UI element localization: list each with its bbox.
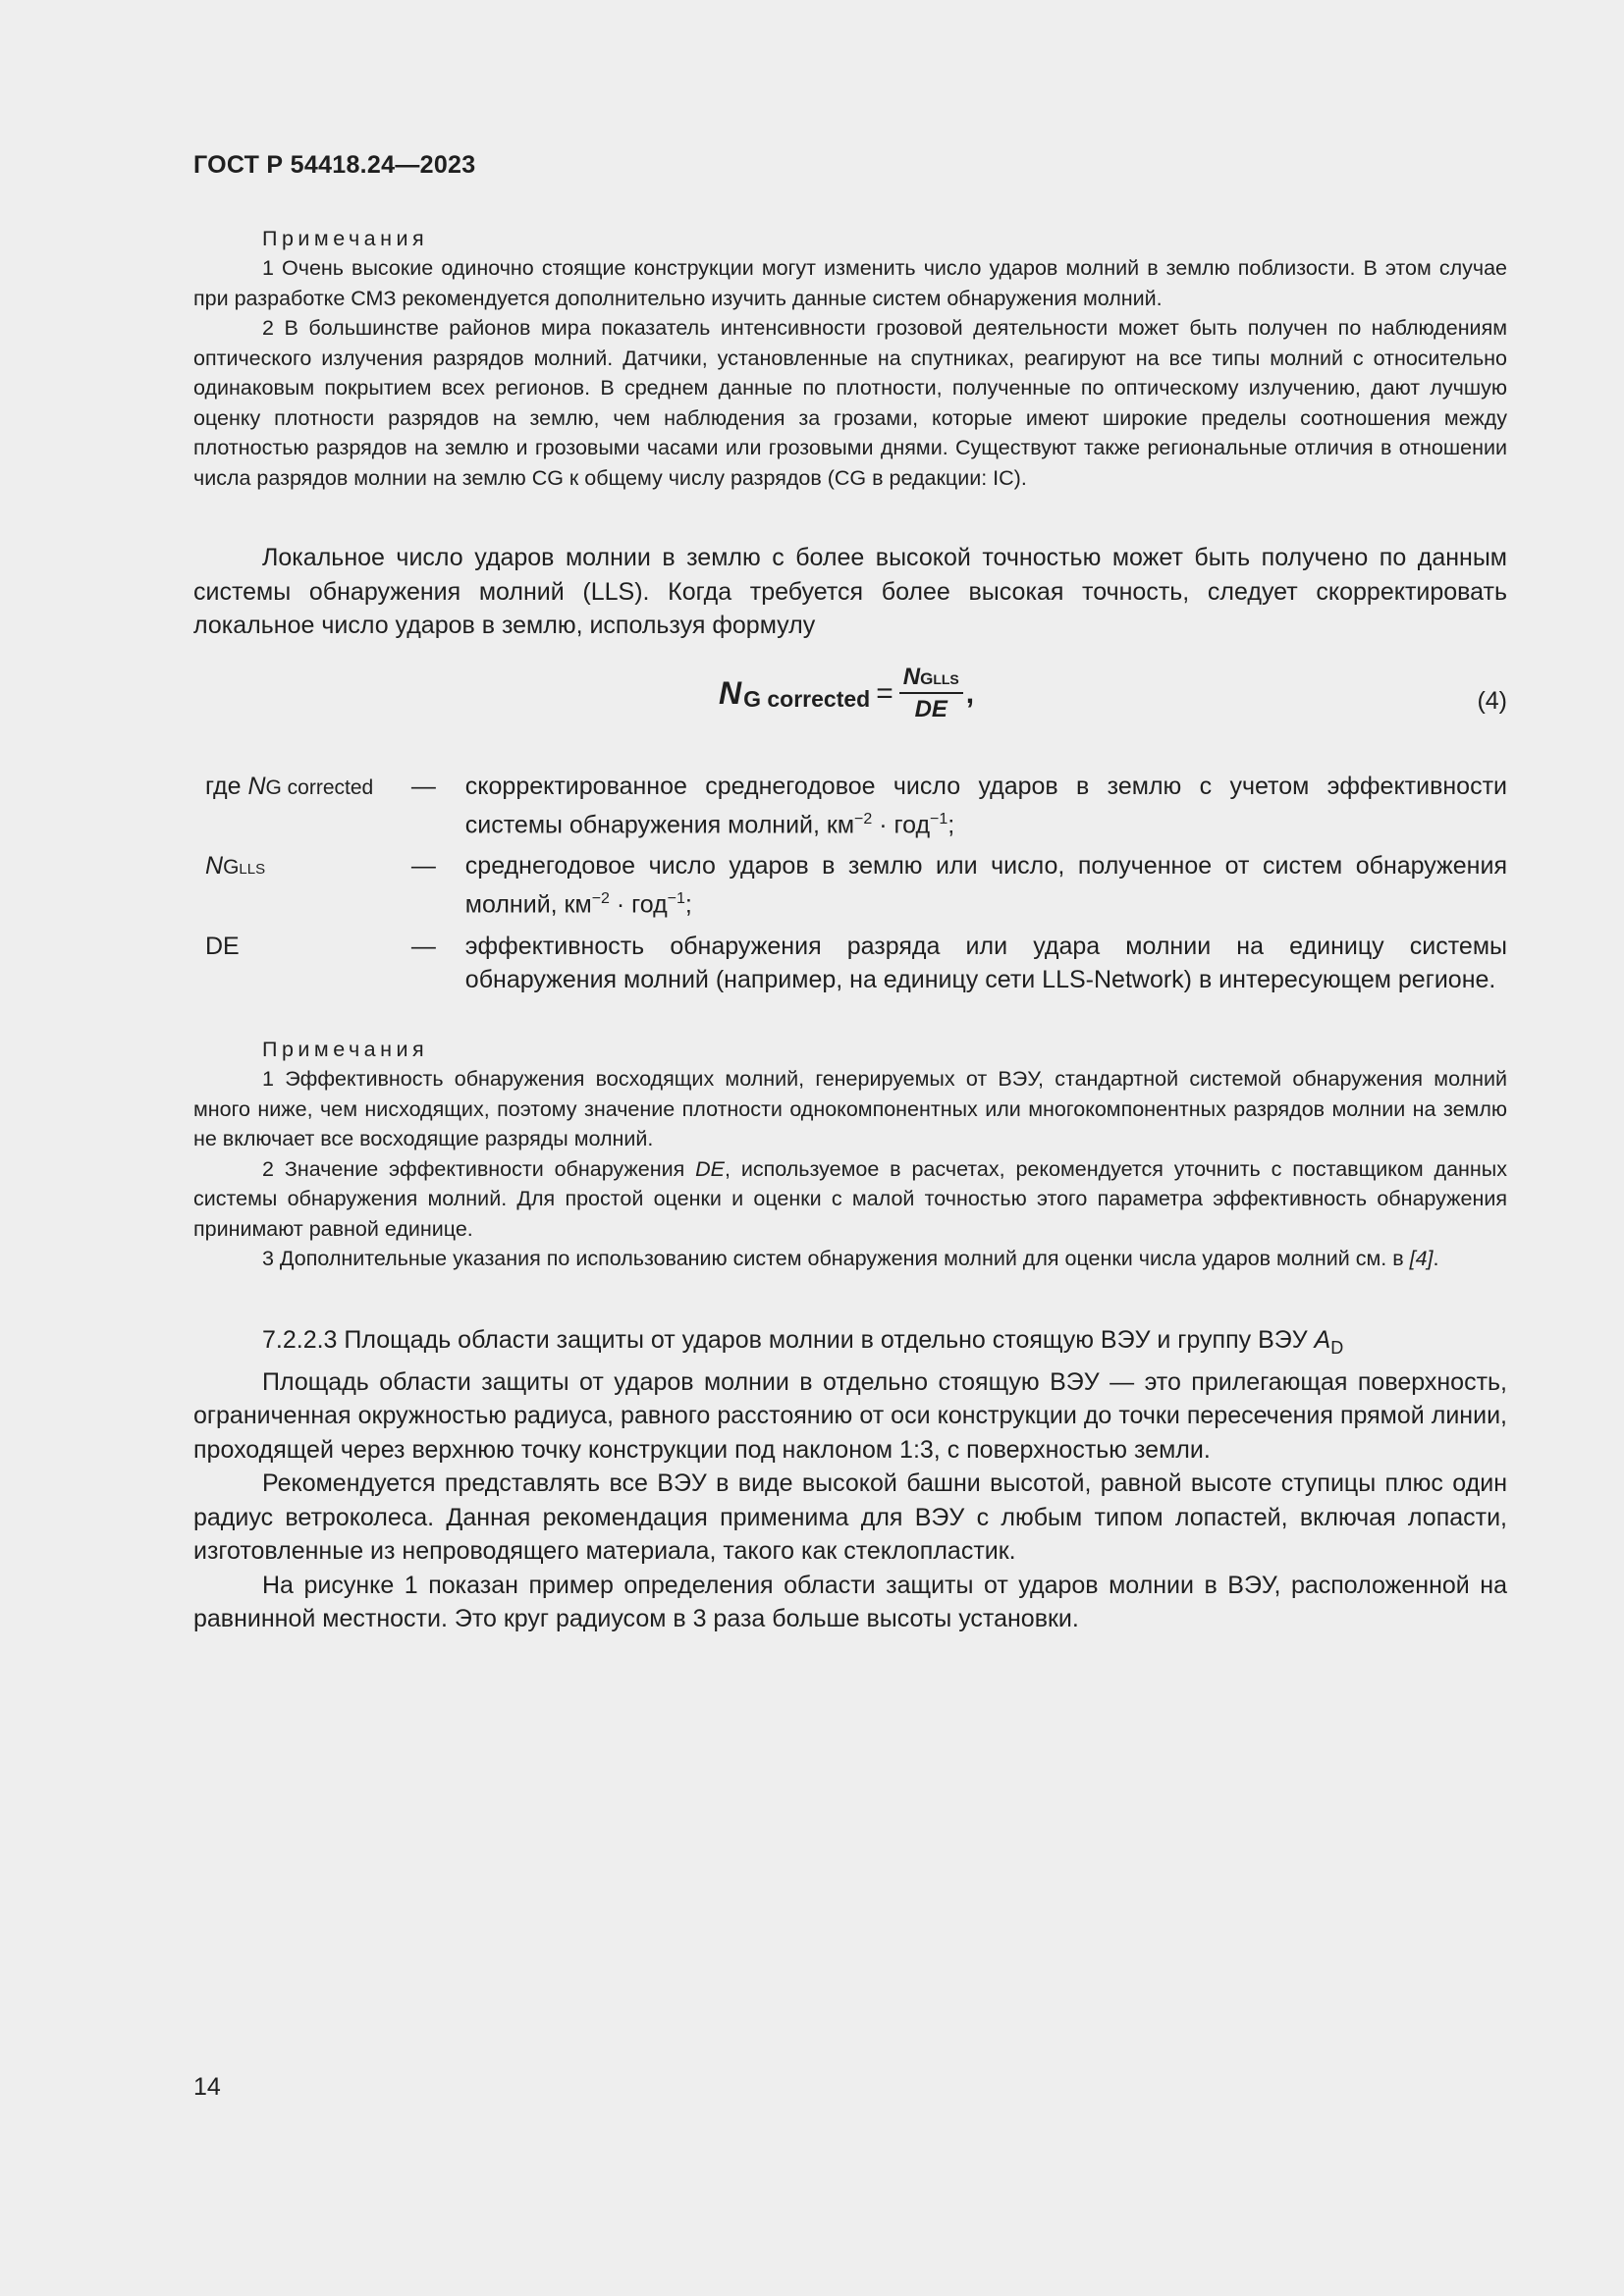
note-item: 1 Эффективность обнаружения восходящих молний, генерируемых от ВЭУ, стандартной системой обнаружения молний много ниже, чем нисходящих, поэтому значение плотности однокомпонентных или многокомпонентных разрядов молнии на землю не включает все восходящие разряды молний. [193,1067,1507,1150]
fraction: $\frac{\text{NGLLS}}{DE}$ [899,664,963,723]
definition-row: где NG corrected — скорректированное среднегодовое число ударов в землю с учетом эффективности системы обнаружения молний, $км^{-2} \cdot год^{-1}$; [205,773,1507,839]
formula-row [193,658,1507,736]
definition-row: DE — эффективность обнаружения разряда или удара молнии на единицу системы обнаружения молний (например, на единицу сети LLS-Network) в интересующем регионе. [205,932,1507,993]
page-number: 14 [193,2073,221,2101]
paragraph: Локальное число ударов молнии в землю с более высокой точностью может быть получено по данным системы обнаружения молний (LLS). Когда требуется более высокая точность, следует скорректировать локальное число ударов в землю, используя формулу [193,544,1507,639]
notes-block-2 [193,1035,1507,1274]
note-item: 1 Очень высокие одиночно стоящие конструкции могут изменить число ударов молний в землю поблизости. В этом случае при разработке СМЗ рекомендуется дополнительно изучить данные систем обнаружения молний. [193,256,1507,310]
formula: N G corrected = $\frac{\text{NGLLS}}{DE}$ , [719,664,975,722]
notes-title: Примечания [262,1038,429,1061]
section-paragraph: На рисунке 1 показан пример определения области защиты от ударов молнии в ВЭУ, расположенной на равнинной местности. Это круг радиусом в 3 раза больше высоты установки. [193,1571,1507,1632]
document-header: ГОСТ Р 54418.24—2023 [193,151,476,179]
section-paragraph: Площадь области защиты от ударов молнии в отдельно стоящую ВЭУ — это прилегающая поверхность, ограниченная окружностью радиуса, равного расстоянию от оси конструкции до точки пересечения прямой линии, проходящей через верхнюю точку конструкции под наклоном 1:3, с поверхностью земли. [193,1367,1507,1464]
note-item: 2 В большинстве районов мира показатель интенсивности грозовой деятельности может быть получен по наблюдениям оптического излучения разрядов молний. Датчики, установленные на спутниках, реагируют на все типы молний с относительно одинаковым покрытием всех регионов. В среднем данные по плотности, полученные по оптическому излучению, дают лучшую оценку плотности разрядов на землю, чем наблюдения за грозами, которые имеют широкие пределы соотношения между плотностью разрядов на землю и грозовыми часами или грозовыми днями. Существуют также региональные отличия в отношении числа разрядов молнии на землю CG к общему числу разрядов (CG в редакции: IC). [193,316,1507,490]
equation-number: (4) [1477,687,1507,715]
notes-title: Примечания [262,227,429,250]
section-paragraph: Рекомендуется представлять все ВЭУ в виде высокой башни высотой, равной высоте ступицы плюс один радиус ветроколеса. Данная рекомендация применима для ВЭУ с любым типом лопастей, включая лопасти, изготовленные из непроводящего материала, такого как стеклопластик. [193,1469,1507,1565]
note-item: 3 Дополнительные указания по использованию систем обнаружения молний для оценки числа ударов молний см. в [4]. [262,1247,1439,1270]
notes-block-1 [193,224,1507,493]
section-heading: 7.2.2.3 Площадь области защиты от ударов молнии в отдельно стоящую ВЭУ и группу ВЭУ $A_D$ [262,1326,1344,1358]
definitions-list [193,770,1507,1004]
section-7-2-2-3 [193,1323,1507,1636]
note-item: 2 Значение эффективности обнаружения DE, используемое в расчетах, рекомендуется уточнить с поставщиком данных системы обнаружения молний. Для простой оценки и оценки с малой точностью этого параметра эффективность обнаружения принимают равной единице. [193,1156,1507,1241]
definition-row: NGLLS — среднегодовое число ударов в землю или число, полученное от систем обнаружения молний, $км^{-2} \cdot год^{-1}$; [205,852,1507,919]
